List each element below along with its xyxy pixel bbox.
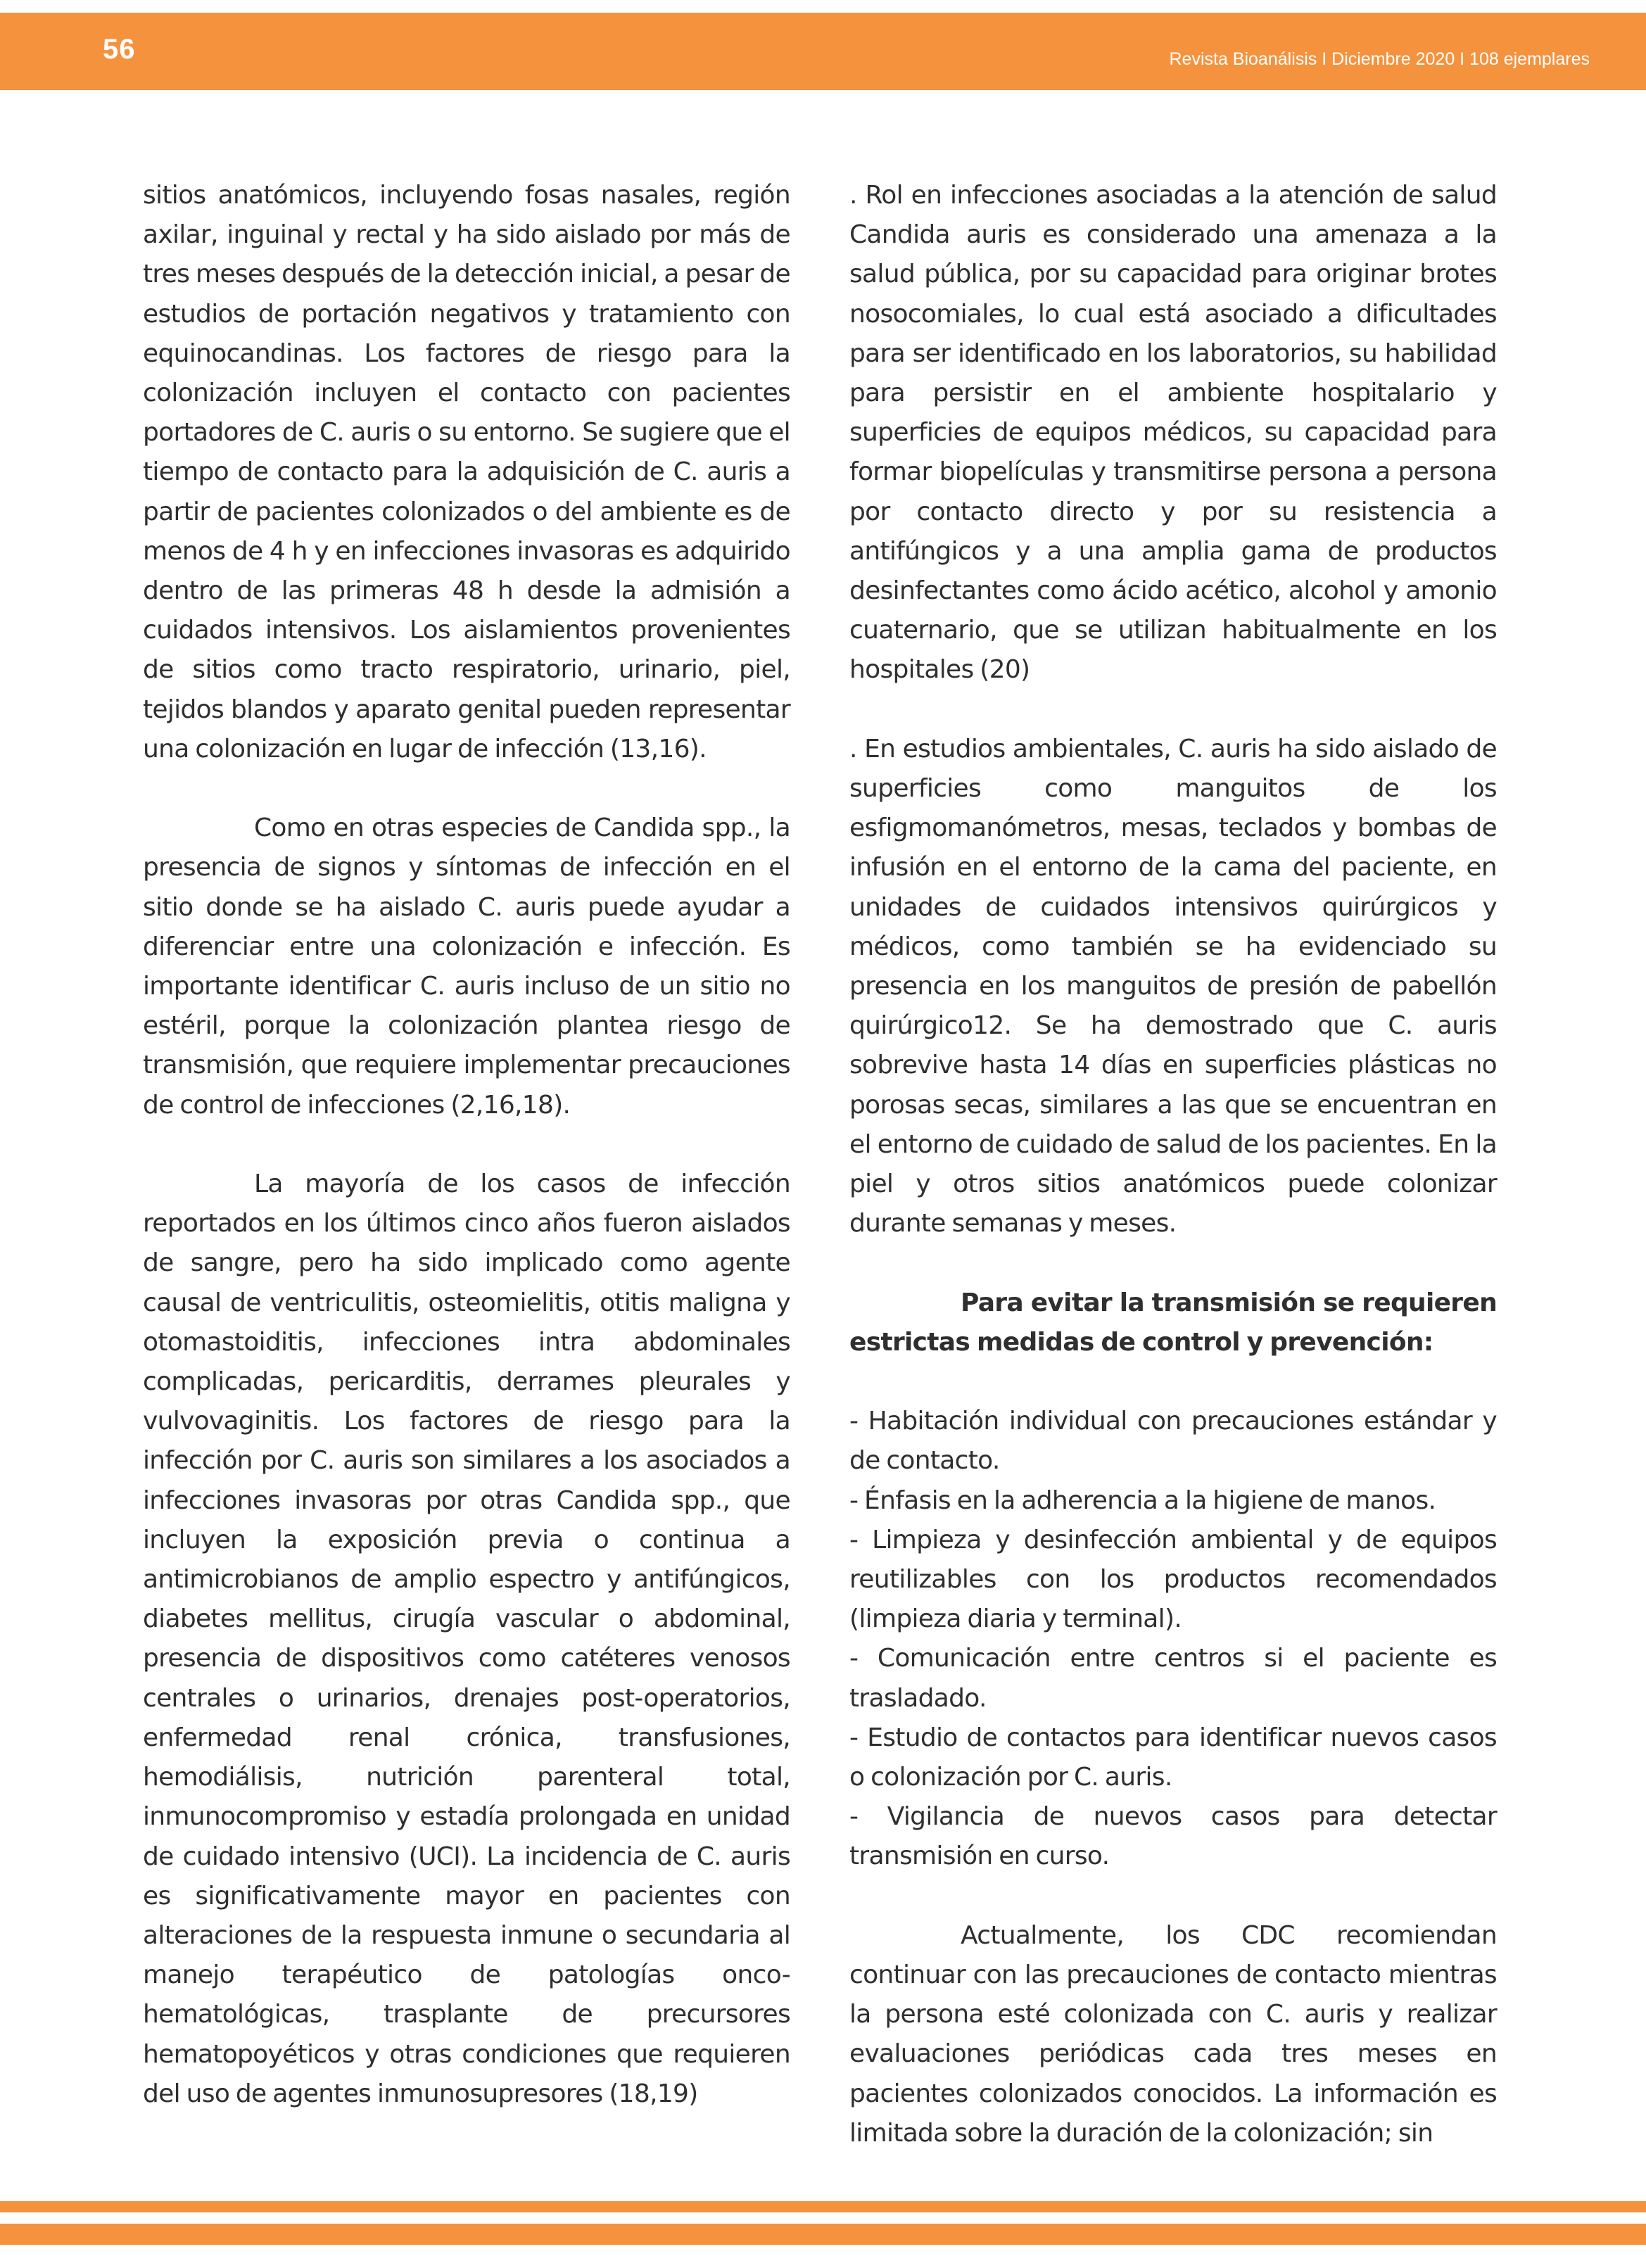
paragraph-gap xyxy=(849,690,1497,730)
list-item: - Énfasis en la adherencia a la higiene de manos. xyxy=(849,1485,1436,1515)
running-head: Revista Bioanálisis I Diciembre 2020 I 108 ejemplares xyxy=(1169,49,1590,69)
paragraph: . En estudios ambientales, C. auris ha sido aislado de superficies como manguitos de los esfigmomanómetros, mesas, teclados y bombas de infusión en el entorno de la cama del paciente, en unidades de cuidados intensivos quirúrgicos y médicos, como también se ha evidenciado su presencia en los manguitos de presión de pabellón quirúrgico12. Se ha demostrado que C. auris sobrevive hasta 14 días en superficies plásticas no porosas secas, similares a las que se encuentran en el entorno de cuidado de salud de los pacientes. En la piel y otros sitios anatómicos puede colonizar durante semanas y meses. xyxy=(849,734,1497,1238)
paragraph-gap xyxy=(849,1877,1497,1916)
paragraph: . Rol en infecciones asociadas a la atención de salud Candida auris es considerado una amenaza a la salud pública, por su capacidad para originar brotes nosocomiales, lo cual está asociado a dificultades para ser identificado en los laboratorios, su habilidad para persistir en el ambiente hospitalario y superficies de equipos médicos, su capacidad para formar biopelículas y transmitirse persona a persona por contacto directo y por su resistencia a antifúngicos y a una amplia gama de productos desinfectantes como ácido acético, alcohol y amonio cuaternario, que se utilizan habitualmente en los hospitales (20) xyxy=(849,181,1497,685)
paragraph-gap xyxy=(143,1125,790,1165)
left-column xyxy=(143,176,790,2114)
paragraph-gap xyxy=(849,1362,1497,1402)
section-heading: Para evitar la transmisión se requieren estrictas medidas de control y prevención: xyxy=(849,1288,1497,1357)
paragraph-gap xyxy=(849,1243,1497,1283)
paragraph: Actualmente, los CDC recomiendan continuar con las precauciones de contacto mientras la persona esté colonizada con C. auris y realizar evaluaciones periódicas cada tres meses en pacientes colonizados conocidos. La información es limitada sobre la duración de la colonización; sin xyxy=(849,1920,1497,2148)
paragraph: Como en otras especies de Candida spp., la presencia de signos y síntomas de infección en el sitio donde se ha aislado C. auris puede ayudar a diferenciar entre una colonización e infección. Es importante identificar C. auris incluso de un sitio no estéril, porque la colonización plantea riesgo de transmisión, que requiere implementar precauciones de control de infecciones (2,16,18). xyxy=(143,813,790,1120)
right-column xyxy=(849,176,1497,2153)
paragraph: La mayoría de los casos de infección reportados en los últimos cinco años fueron aislados de sangre, pero ha sido implicado como agente causal de ventriculitis, osteomielitis, otitis maligna y otomastoiditis, infecciones intra abdominales complicadas, pericarditis, derrames pleurales y vulvovaginitis. Los factores de riesgo para la infección por C. auris son similares a los asociados a infecciones invasoras por otras Candida spp., que incluyen la exposición previa o continua a antimicrobianos de amplio espectro y antifúngicos, diabetes mellitus, cirugía vascular o abdominal, presencia de dispositivos como catéteres venosos centrales o urinarios, drenajes post-operatorios, enfermedad renal crónica, transfusiones, hemodiálisis, nutrición parenteral total, inmunocompromiso y estadía prolongada en unidad de cuidado intensivo (UCI). La incidencia de C. auris es significativamente mayor en pacientes con alteraciones de la respuesta inmune o secundaria al manejo terapéutico de patologías onco-hematológicas, trasplante de precursores hematopoyéticos y otras condiciones que requieren del uso de agentes inmunosupresores (18,19) xyxy=(143,1170,790,2108)
list-item: - Habitación individual con precauciones estándar y de contacto. xyxy=(849,1407,1497,1476)
header-bar xyxy=(0,13,1646,90)
footer-rule xyxy=(0,2201,1646,2212)
measures-list xyxy=(849,1402,1497,1876)
paragraph: sitios anatómicos, incluyendo fosas nasales, región axilar, inguinal y rectal y ha sido aislado por más de tres meses después de la detección inicial, a pesar de estudios de portación negativos y tratamiento con equinocandinas. Los factores de riesgo para la colonización incluyen el contacto con pacientes portadores de C. auris o su entorno. Se sugiere que el tiempo de contacto para la adquisición de C. auris a partir de pacientes colonizados o del ambiente es de menos de 4 h y en infecciones invasoras es adquirido dentro de las primeras 48 h desde la admisión a cuidados intensivos. Los aislamientos provenientes de sitios como tracto respiratorio, urinario, piel, tejidos blandos y aparato genital pueden representar una colonización en lugar de infección (13,16). xyxy=(143,181,790,764)
page-number: 56 xyxy=(103,34,136,65)
paragraph-gap xyxy=(143,769,790,809)
footer-bar xyxy=(0,2224,1646,2245)
list-item: - Vigilancia de nuevos casos para detectar transmisión en curso. xyxy=(849,1802,1497,1871)
list-item: - Estudio de contactos para identificar nuevos casos o colonización por C. auris. xyxy=(849,1723,1497,1792)
list-item: - Limpieza y desinfección ambiental y de equipos reutilizables con los productos recomendados (limpieza diaria y terminal). xyxy=(849,1525,1497,1634)
list-item: - Comunicación entre centros si el paciente es trasladado. xyxy=(849,1644,1497,1713)
